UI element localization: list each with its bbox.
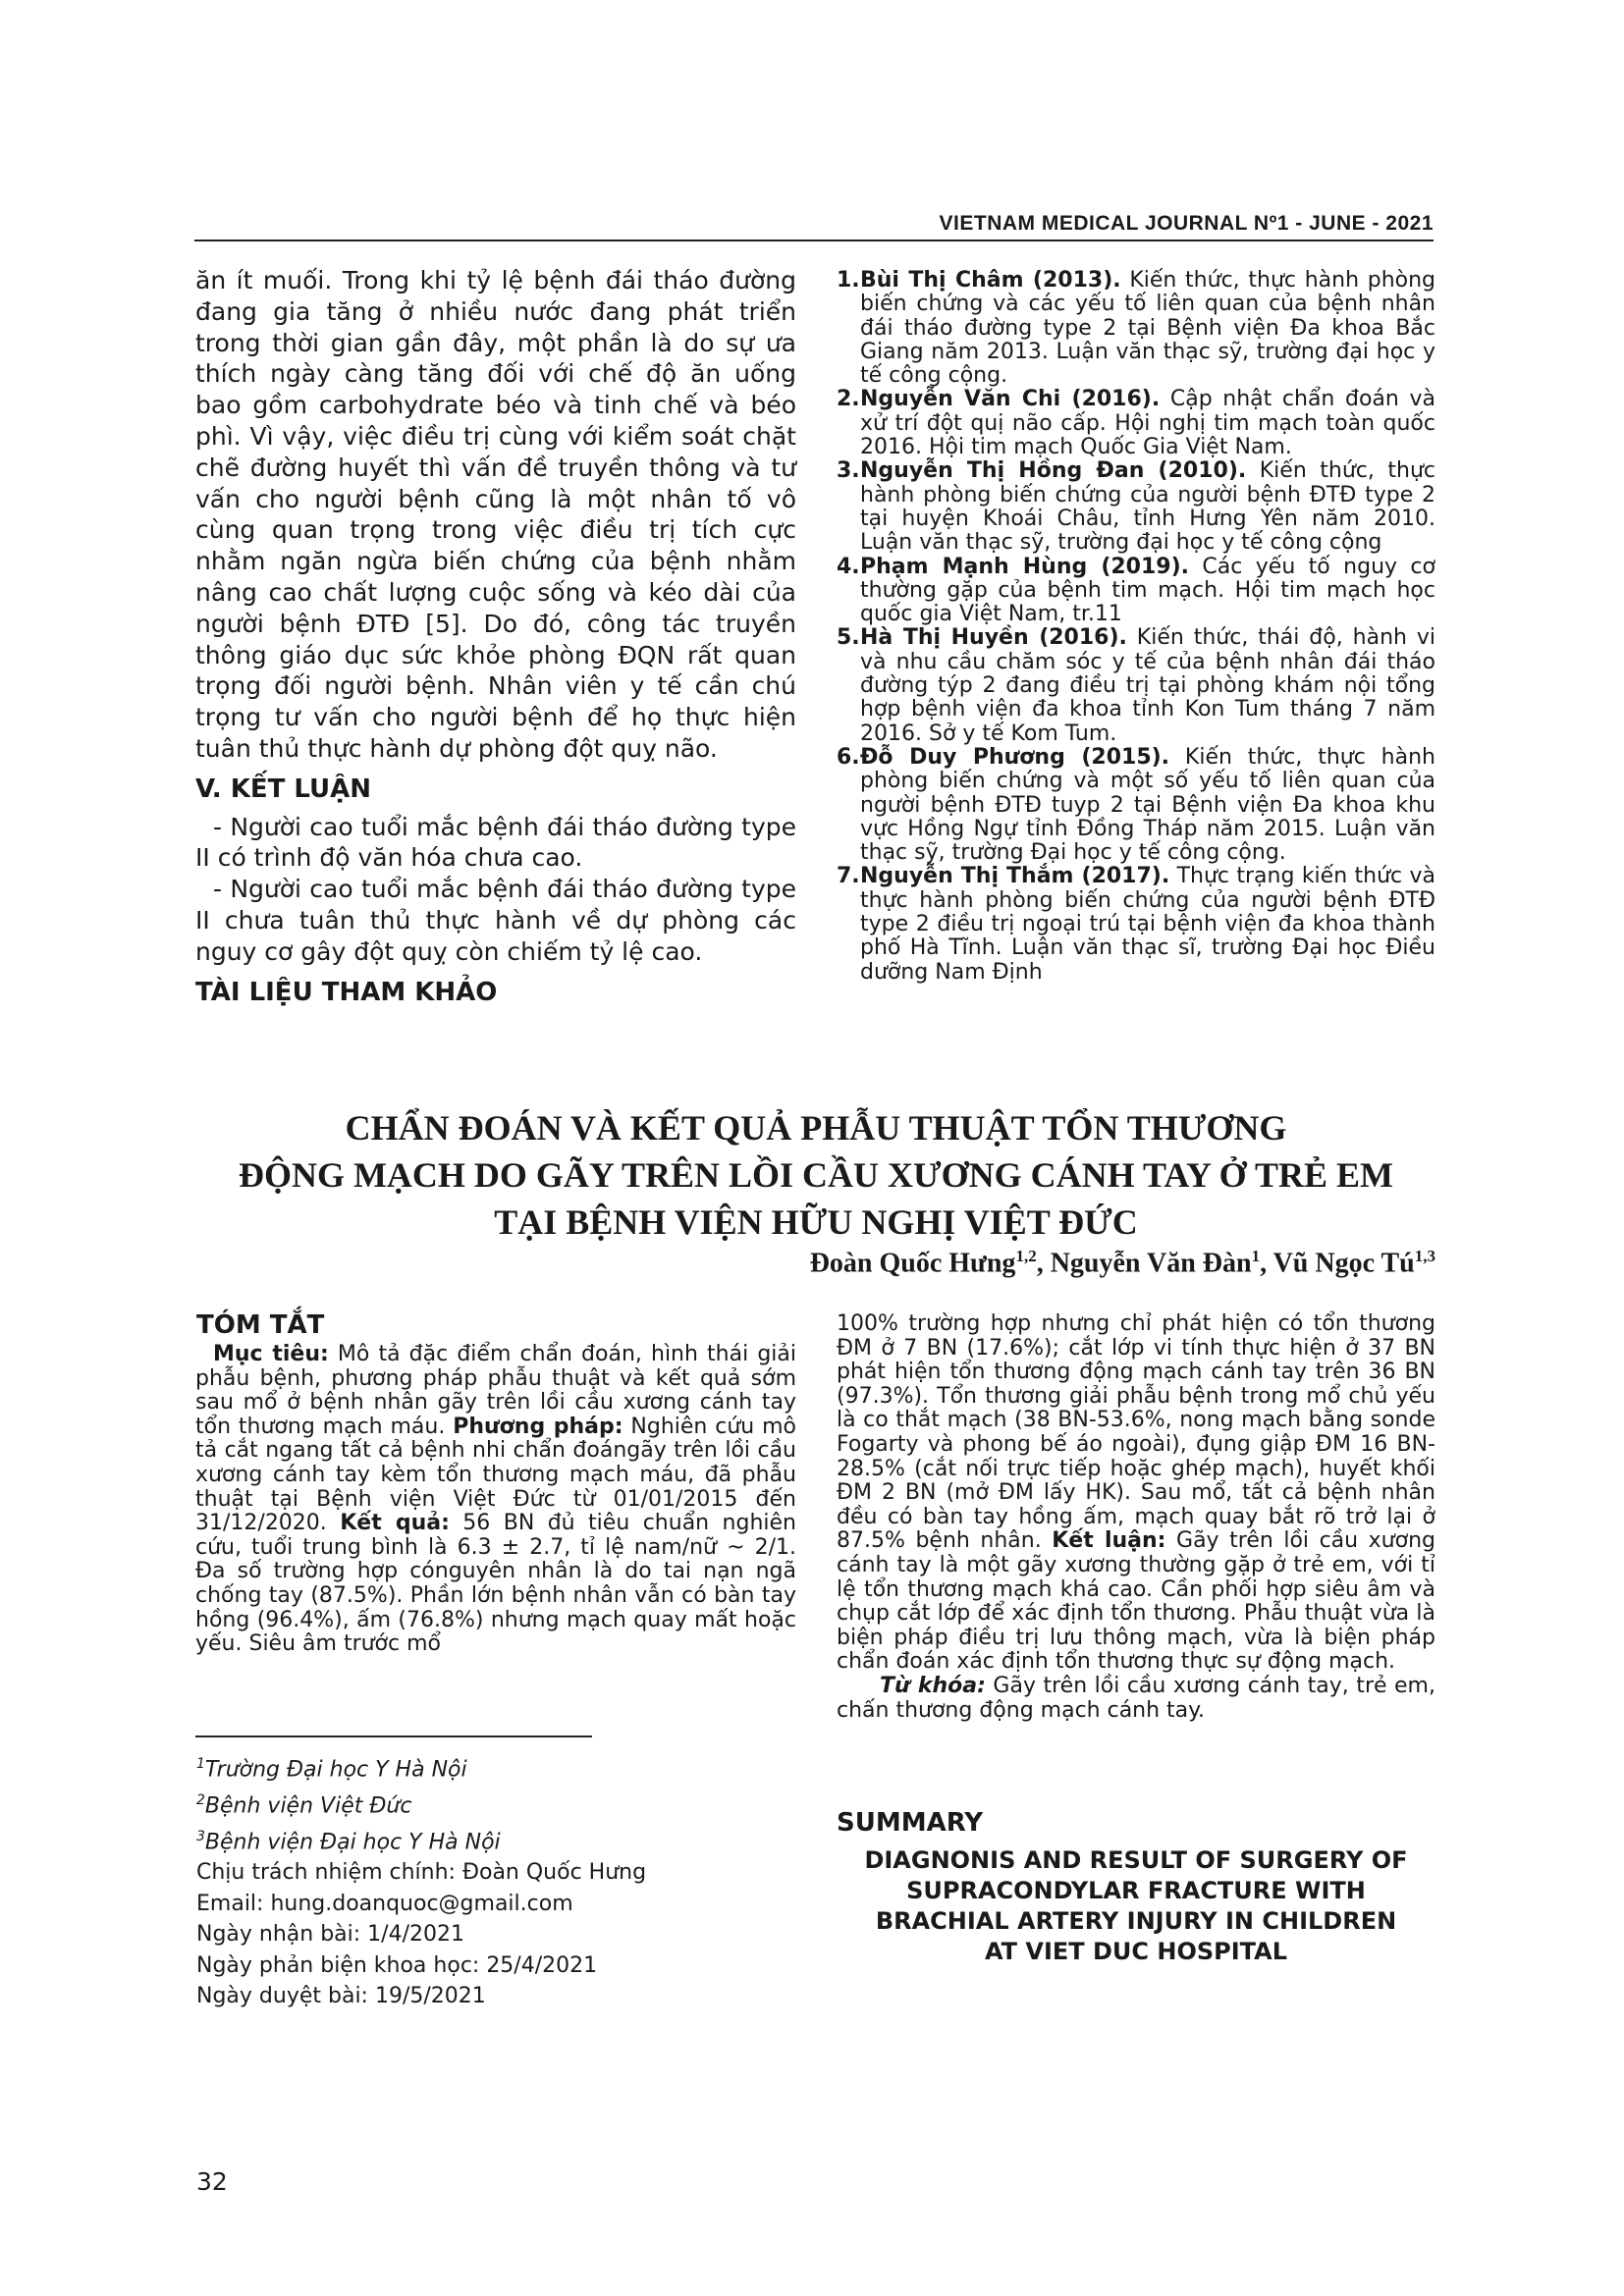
- conclusion-item: - Người cao tuổi mắc bệnh đái tháo đường type II có trình độ văn hóa chưa cao.: [195, 812, 796, 873]
- abstract-heading: TÓM TẮT: [196, 1310, 325, 1340]
- abstract-right-column: [837, 1312, 1435, 1723]
- author-name: Vũ Ngọc Tú: [1272, 1248, 1415, 1279]
- reference-item: [837, 746, 1435, 865]
- reference-item: [837, 626, 1435, 745]
- reference-author: Hà Thị Huyền (2016).: [860, 625, 1127, 651]
- reference-text: Kiến thức, thực hành phòng biến chứng của người bệnh ĐTĐ type 2 tại huyện Khoái Châu, tỉnh Hưng Yên năm 2010. Luận văn thạc sỹ, trường đại học y tế công cộng: [860, 458, 1435, 556]
- abstract-paragraph: 100% trường hợp nhưng chỉ phát hiện có tổn thương ĐM ở 7 BN (17.6%); cắt lớp vi tính thực hiện ở 37 BN phát hiện tổn thương động mạch cánh tay trên 36 BN (97.3%). Tổn thương giải phẫu bệnh trong mổ chủ yếu là co thắt mạch (38 BN-53.6%, nong mạch bằng sonde Fogarty và phong bế áo ngoài), đụng giập ĐM 16 BN-28.5% (cắt nối trực tiếp hoặc ghép mạch), huyết khối ĐM 2 BN (mở ĐM lấy HK). Sau mổ, tất cả bệnh nhân đều có bàn tay hồng ấm, mạch quay bắt rõ trở lại ở 87.5% bệnh nhân. Kết luận: Gãy trên lồi cầu xương cánh tay là một gãy xương thường gặp ở trẻ em, với tỉ lệ tổn thương mạch khá cao. Cần phối hợp siêu âm và chụp cắt lớp để xác định tổn thương. Phẫu thuật vừa là biện pháp điều trị lưu thông mạch, vừa là biện pháp chẩn đoán xác định tổn thương thực sự động mạch.: [837, 1311, 1435, 1675]
- corresponding-author: Chịu trách nhiệm chính: Đoàn Quốc Hưng: [196, 1860, 647, 1886]
- affiliation-1: $^1$Trường Đại học Y Hà Nội: [196, 1756, 467, 1783]
- keywords-paragraph: Từ khóa: Gãy trên lồi cầu xương cánh tay, trẻ em, chấn thương động mạch cánh tay.: [837, 1673, 1435, 1723]
- email: Email: hung.doanquoc@gmail.com: [196, 1891, 573, 1916]
- author-affiliation: 1,3: [1414, 1247, 1435, 1265]
- reference-item: [837, 865, 1435, 984]
- discussion-paragraph: ăn ít muối. Trong khi tỷ lệ bệnh đái tháo đường đang gia tăng ở nhiều nước đang phát triển trong thời gian gần đây, một phần là do sự ưa thích ngày càng tăng đối với chế độ ăn uống bao gồm carbohydrate béo và tinh chế và béo phì. Vì vậy, việc điều trị cùng với kiểm soát chặt chẽ đường huyết thì vấn đề truyền thông và tư vấn cho người bệnh cũng là một nhân tố vô cùng quan trọng trong việc điều trị tích cực nhằm ngăn ngừa biến chứng của bệnh nhằm nâng cao chất lượng cuộc sống và kéo dài của người bệnh ĐTĐ [5]. Do đó, công tác truyền thông giáo dục sức khỏe phòng ĐQN rất quan trọng đối người bệnh. Nhân viên y tế cần chú trọng tư vấn cho người bệnh để họ thực hiện tuân thủ thực hành dự phòng đột quỵ não.: [195, 266, 796, 763]
- summary-heading: SUMMARY: [837, 1808, 984, 1838]
- page-number: 32: [196, 2167, 228, 2196]
- summary-title-line: AT VIET DUC HOSPITAL: [984, 1938, 1288, 1965]
- objective-label: Mục tiêu:: [213, 1342, 329, 1366]
- reference-item: [837, 459, 1435, 555]
- summary-title-line: BRACHIAL ARTERY INJURY IN CHILDREN: [875, 1907, 1397, 1935]
- running-header: VIETNAM MEDICAL JOURNAL Nº1 - JUNE - 2021: [939, 212, 1434, 235]
- reference-author: Nguyễn Thị Hồng Đan (2010).: [860, 458, 1247, 484]
- reference-author: Đỗ Duy Phương (2015).: [860, 744, 1170, 770]
- accepted-date: Ngày duyệt bài: 19/5/2021: [196, 1984, 486, 2009]
- method-label: Phương pháp:: [453, 1414, 623, 1439]
- article-title-line: CHẨN ĐOÁN VÀ KẾT QUẢ PHẪU THUẬT TỔN THƯƠNG: [345, 1108, 1287, 1148]
- reference-item: [837, 269, 1435, 388]
- article-title-line: TẠI BỆNH VIỆN HỮU NGHỊ VIỆT ĐỨC: [494, 1202, 1138, 1242]
- result-label: Kết quả:: [340, 1511, 450, 1536]
- reference-author: Nguyễn Văn Chi (2016).: [860, 387, 1161, 412]
- reference-number: 4.: [837, 554, 860, 579]
- reference-number: 1.: [837, 268, 860, 293]
- reference-item: [837, 556, 1435, 627]
- summary-title-line: SUPRACONDYLAR FRACTURE WITH: [906, 1877, 1366, 1904]
- reference-text: Kiến thức, thực hành phòng biến chứng và các yếu tố liên quan của bệnh nhân đái tháo đường type 2 tại Bệnh viện Đa khoa Bắc Giang năm 2013. Luận văn thạc sỹ, trường đại học y tế công cộng.: [860, 268, 1436, 389]
- abstract-left-column: [195, 1343, 796, 1657]
- author-affiliation: 1,2: [1015, 1247, 1037, 1265]
- affiliation-3: $^3$Bệnh viện Đại học Y Hà Nội: [196, 1828, 501, 1854]
- footnotes: [196, 1749, 785, 2012]
- header-rule: [194, 240, 1434, 241]
- article-authors: Đoàn Quốc Hưng$^{1,2}$, Nguyễn Văn Đàn$^1$, Vũ Ngọc Tú$^{1,3}$: [809, 1247, 1435, 1279]
- reference-number: 6.: [837, 744, 860, 770]
- reference-text: Kiến thức, thực hành phòng biến chứng và một số yếu tố liên quan của người bệnh ĐTĐ tuyp 2 tại Bệnh viện Đa khoa khu vực Hồng Ngự tỉnh Đồng Tháp năm 2015. Luận văn thạc sỹ, trường Đại học y tế công cộng.: [860, 744, 1435, 866]
- reference-author: Nguyễn Thị Thắm (2017).: [860, 864, 1170, 889]
- article-title-line: ĐỘNG MẠCH DO GÃY TRÊN LỒI CẦU XƯƠNG CÁNH TAY Ở TRẺ EM: [238, 1155, 1394, 1195]
- reference-number: 3.: [837, 458, 860, 484]
- keywords-label: Từ khóa:: [880, 1673, 986, 1698]
- reference-item: [837, 388, 1435, 459]
- reference-text: Kiến thức, thái độ, hành vi và nhu cầu chăm sóc y tế của bệnh nhân đái tháo đường týp 2 đang điều trị tại phòng khám nội tổng hợp bệnh viện đa khoa tỉnh Kon Tum tháng 7 năm 2016. Sở y tế Kom Tum.: [860, 625, 1435, 746]
- reference-number: 5.: [837, 625, 860, 651]
- summary-title-line: DIAGNONIS AND RESULT OF SURGERY OF: [864, 1846, 1408, 1874]
- references-heading: TÀI LIỆU THAM KHẢO: [195, 977, 498, 1007]
- reference-author: Bùi Thị Châm (2013).: [860, 268, 1121, 293]
- reference-text: Thực trạng kiến thức và thực hành phòng biến chứng của người bệnh ĐTĐ type 2 điều trị ngoại trú tại bệnh viện đa khoa thành phố Hà Tĩnh. Luận văn thạc sĩ, trường Đại học Điều dưỡng Nam Định: [860, 864, 1436, 985]
- affiliation-2: $^2$Bệnh viện Việt Đức: [196, 1791, 412, 1819]
- received-date: Ngày nhận bài: 1/4/2021: [196, 1922, 464, 1948]
- reference-text: Cập nhật chẩn đoán và xử trí đột quị não cấp. Hội nghị tim mạch toàn quốc 2016. Hội tim mạch Quốc Gia Việt Nam.: [860, 387, 1435, 460]
- reference-text: Các yếu tố nguy cơ thường gặp của bệnh tim mạch. Hội tim mạch học quốc gia Việt Nam, tr.11: [860, 554, 1435, 627]
- conclusion-item: - Người cao tuổi mắc bệnh đái tháo đường type II chưa tuân thủ thực hành về dự phòng các nguy cơ gây đột quỵ còn chiếm tỷ lệ cao.: [195, 875, 796, 966]
- author-affiliation: 1: [1251, 1247, 1261, 1265]
- article-title: [196, 1104, 1435, 1246]
- references-list: [837, 269, 1435, 985]
- reference-number: 2.: [837, 387, 860, 412]
- abstract-paragraph: Mục tiêu: Mô tả đặc điểm chẩn đoán, hình thái giải phẫu bệnh, phương pháp phẫu thuật và kết quả sớm sau mổ ở bệnh nhân gãy trên lồi cầu xương cánh tay tổn thương mạch máu. Phương pháp: Nghiên cứu mô tả cắt ngang tất cả bệnh nhi chẩn đoángãy trên lồi cầu xương cánh tay kèm tổn thương mạch máu, đã phẫu thuật tại Bệnh viện Việt Đức từ 01/01/2015 đến 31/12/2020. Kết quả: 56 BN đủ tiêu chuẩn nghiên cứu, tuổi trung bình là 6.3 ± 2.7, tỉ lệ nam/nữ ~ 2/1. Đa số trường hợp cónguyên nhân là do tai nạn ngã chống tay (87.5%). Phần lớn bệnh nhân vẫn có bàn tay hồng (96.4%), ấm (76.8%) nhưng mạch quay mất hoặc yếu. Siêu âm trước mổ: [195, 1342, 797, 1657]
- conclusion-label: Kết luận:: [1052, 1528, 1166, 1554]
- author-name: Nguyễn Văn Đàn: [1050, 1248, 1252, 1279]
- reviewed-date: Ngày phản biện khoa học: 25/4/2021: [196, 1952, 598, 1978]
- conclusion-heading: V. KẾT LUẬN: [195, 774, 372, 804]
- author-name: Đoàn Quốc Hưng: [809, 1248, 1016, 1279]
- summary-english-title: [837, 1845, 1435, 1967]
- reference-number: 7.: [837, 864, 860, 889]
- reference-author: Phạm Mạnh Hùng (2019).: [860, 554, 1190, 579]
- footnote-rule: [195, 1735, 592, 1737]
- left-column-top: [195, 265, 796, 1014]
